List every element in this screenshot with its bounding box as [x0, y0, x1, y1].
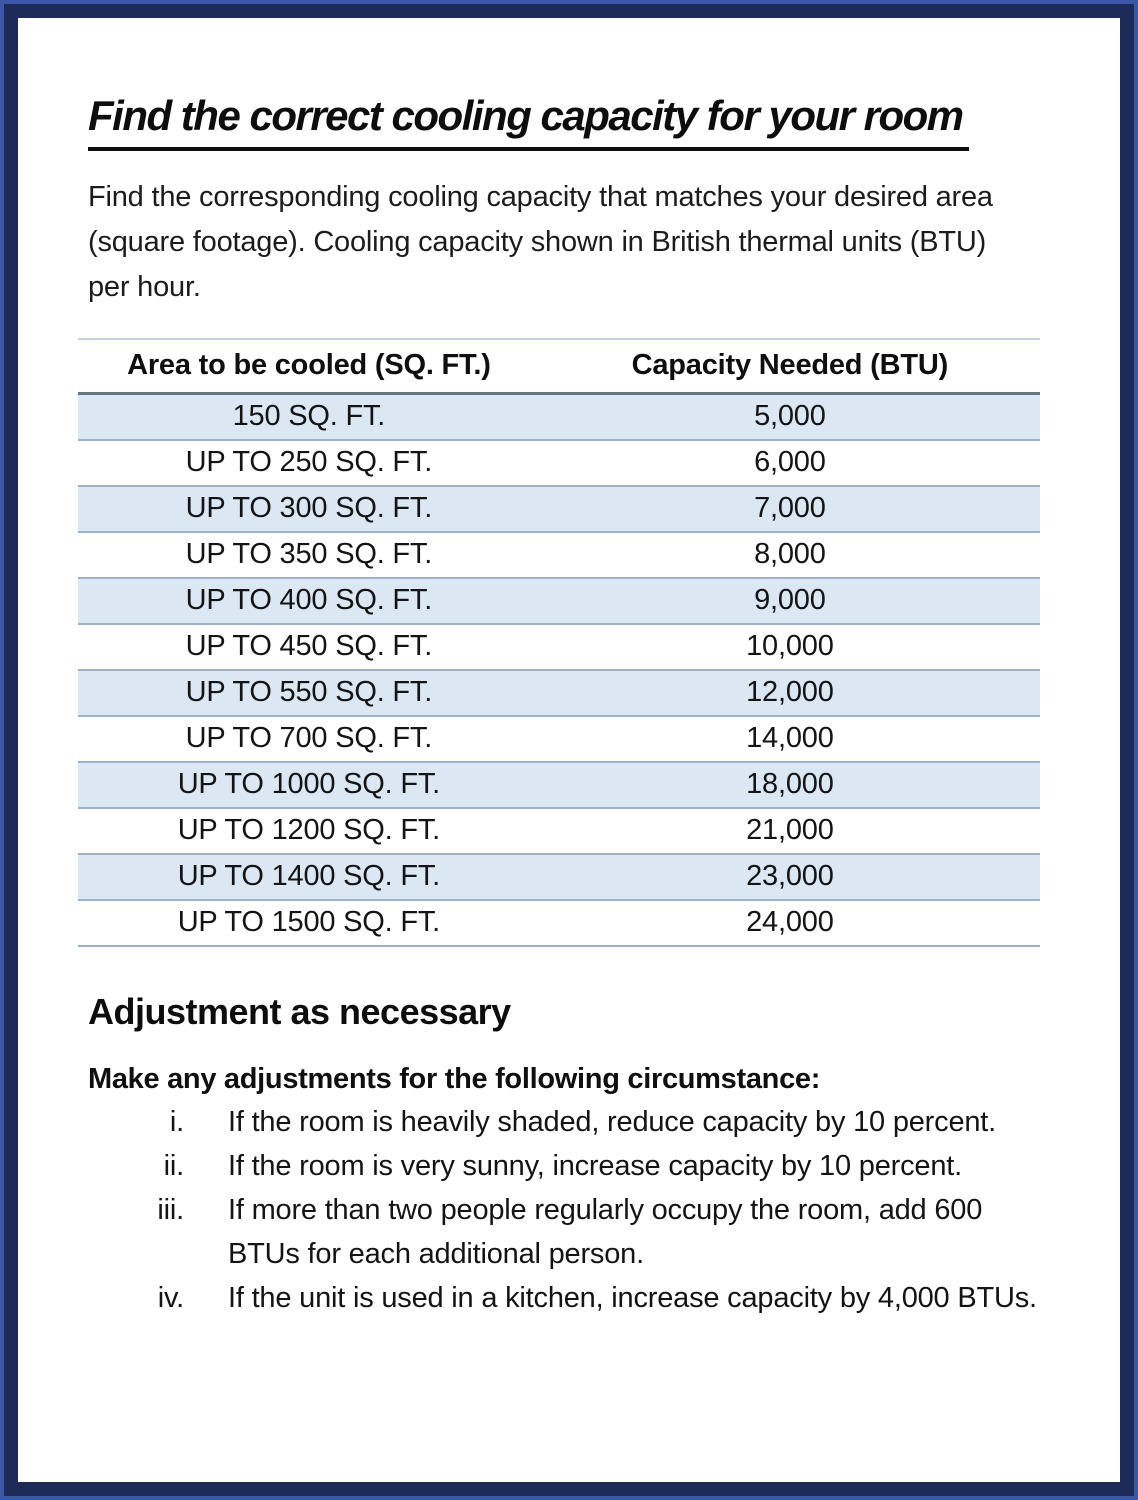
list-item-text: If the room is heavily shaded, reduce capacity by 10 percent. — [228, 1106, 997, 1138]
capacity-cell: 9,000 — [540, 578, 1040, 624]
capacity-cell: 6,000 — [540, 440, 1040, 486]
table-row — [78, 532, 1040, 578]
capacity-cell: 10,000 — [540, 624, 1040, 670]
table-header-row — [78, 339, 1040, 394]
table-row — [78, 440, 1040, 486]
page-title: Find the correct cooling capacity for your room — [88, 92, 969, 151]
table-row — [78, 486, 1040, 532]
area-cell: UP TO 700 SQ. FT. — [78, 716, 540, 762]
capacity-cell: 8,000 — [540, 532, 1040, 578]
column-header-capacity: Capacity Needed (BTU) — [540, 339, 1040, 394]
list-item-numeral: i. — [169, 1106, 184, 1138]
area-cell: UP TO 1200 SQ. FT. — [78, 808, 540, 854]
capacity-cell: 24,000 — [540, 900, 1040, 946]
adjustment-heading: Adjustment as necessary — [88, 991, 511, 1032]
area-cell: UP TO 1500 SQ. FT. — [78, 900, 540, 946]
table-row — [78, 624, 1040, 670]
adjustment-lead: Make any adjustments for the following circumstance: — [88, 1063, 821, 1095]
area-cell: UP TO 1000 SQ. FT. — [78, 762, 540, 808]
capacity-cell: 12,000 — [540, 670, 1040, 716]
capacity-cell: 21,000 — [540, 808, 1040, 854]
area-cell: UP TO 1400 SQ. FT. — [78, 854, 540, 900]
table-row — [78, 716, 1040, 762]
table-row — [78, 762, 1040, 808]
cooling-capacity-table — [78, 338, 1040, 947]
adjustment-list — [88, 1100, 1060, 1320]
list-item-numeral: iv. — [157, 1282, 184, 1314]
capacity-cell: 7,000 — [540, 486, 1040, 532]
document-content — [18, 18, 1120, 1320]
area-cell: UP TO 300 SQ. FT. — [78, 486, 540, 532]
area-cell: UP TO 450 SQ. FT. — [78, 624, 540, 670]
capacity-cell: 23,000 — [540, 854, 1040, 900]
list-item — [126, 1276, 1060, 1320]
page-border-inner — [4, 4, 1134, 1496]
list-item — [126, 1144, 1060, 1188]
list-item — [126, 1188, 1060, 1276]
table-header — [78, 339, 1040, 394]
table-body — [78, 394, 1040, 947]
table-row — [78, 900, 1040, 946]
area-cell: 150 SQ. FT. — [78, 394, 540, 441]
capacity-cell: 18,000 — [540, 762, 1040, 808]
table-row — [78, 578, 1040, 624]
intro-paragraph: Find the corresponding cooling capacity that matches your desired area (square footage). Cooling capacity shown in British thermal units (BTU) per hour. — [88, 181, 993, 303]
area-cell: UP TO 250 SQ. FT. — [78, 440, 540, 486]
list-item-text: If more than two people regularly occupy the room, add 600 BTUs for each additional person. — [228, 1194, 983, 1270]
capacity-cell: 5,000 — [540, 394, 1040, 441]
area-cell: UP TO 400 SQ. FT. — [78, 578, 540, 624]
list-item — [126, 1100, 1060, 1144]
table-row — [78, 394, 1040, 441]
table-row — [78, 854, 1040, 900]
area-cell: UP TO 350 SQ. FT. — [78, 532, 540, 578]
area-cell: UP TO 550 SQ. FT. — [78, 670, 540, 716]
table-row — [78, 670, 1040, 716]
list-item-text: If the room is very sunny, increase capacity by 10 percent. — [228, 1150, 962, 1182]
list-item-numeral: iii. — [157, 1194, 184, 1226]
list-item-numeral: ii. — [163, 1150, 184, 1182]
list-item-text: If the unit is used in a kitchen, increase capacity by 4,000 BTUs. — [228, 1282, 1037, 1314]
capacity-cell: 14,000 — [540, 716, 1040, 762]
table-row — [78, 808, 1040, 854]
column-header-area: Area to be cooled (SQ. FT.) — [78, 339, 540, 394]
